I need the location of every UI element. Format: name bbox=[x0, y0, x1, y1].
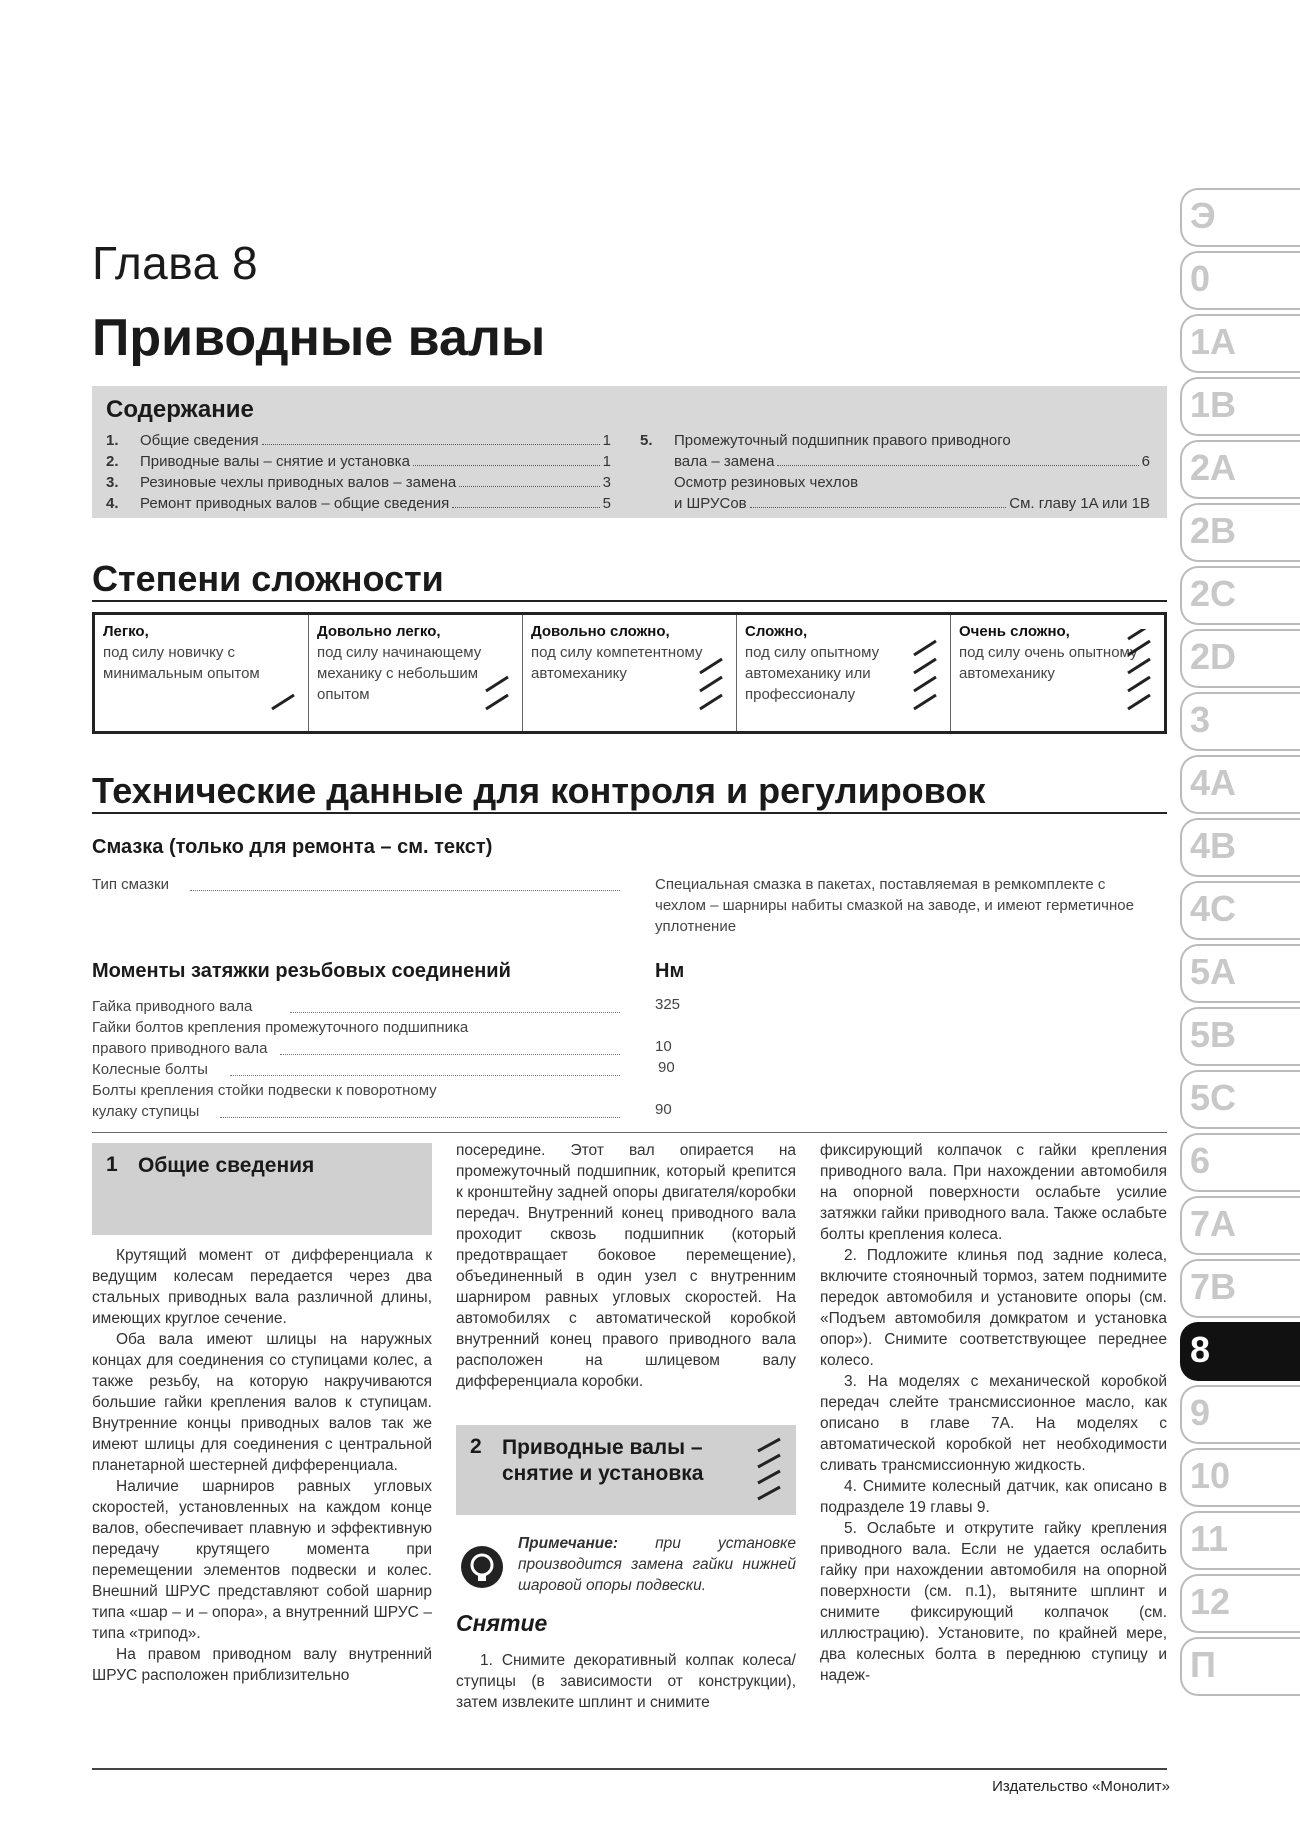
leader-dots bbox=[230, 1075, 620, 1076]
lightbulb-icon bbox=[460, 1545, 504, 1589]
paragraph: Крутящий момент от дифференциала к ведущим колесам передается через два стальных приводных вала различной длины, имеющих круглое сечение. bbox=[92, 1247, 432, 1327]
leader-dots bbox=[290, 1012, 620, 1013]
paragraph: На правом приводном валу внутренний ШРУС расположен приблизительно bbox=[92, 1646, 432, 1684]
paragraph: фиксирующий колпачок с гайки крепления приводного вала. При нахождении автомобиля на опорной поверхности ослабьте усилие затяжки гайки приводного вала. Также ослабьте болты крепления колеса. bbox=[820, 1142, 1167, 1243]
difficulty-level: Очень сложно, под силу очень опытному автомеханику bbox=[951, 615, 1164, 731]
tab-chapter[interactable]: Э bbox=[1180, 188, 1300, 247]
difficulty-level: Легко, под силу новичку с минимальным опытом bbox=[95, 615, 309, 731]
column-3-text bbox=[820, 1140, 1167, 1686]
tab-chapter[interactable]: 12 bbox=[1180, 1574, 1300, 1633]
contents-heading: Содержание bbox=[106, 396, 254, 423]
paragraph: 1. Снимите декоративный колпак колеса/ступицы (в зависимости от конструкции), затем извлеките шплинт и снимите bbox=[456, 1652, 796, 1711]
paragraph: 5. Ослабьте и открутите гайку крепления приводного вала. Если не удается ослабить гайку при нахождении автомобиля на опорной поверхности (см. п.1), вытяните шплинт и снимите фиксирующий колпачок (см. иллюстрацию). Установите, по крайней мере, два колесных болта в переднюю ступицу и надеж- bbox=[820, 1520, 1167, 1684]
toc-item[interactable]: 4. Ремонт приводных валов – общие сведения 5 bbox=[106, 495, 611, 512]
difficulty-level: Сложно, под силу опытному автомеханику или профессионалу bbox=[737, 615, 951, 731]
wrench-icon bbox=[696, 629, 726, 719]
torque-label: Колесные болты bbox=[92, 1061, 208, 1078]
page-title: Приводные валы bbox=[92, 309, 546, 367]
difficulty-level: Довольно легко, под силу начинающему механику с небольшим опытом bbox=[309, 615, 523, 731]
torque-value: 325 bbox=[655, 996, 681, 1013]
difficulty-level: Довольно сложно, под силу компетентному автомеханику bbox=[523, 615, 737, 731]
torque-heading: Моменты затяжки резьбовых соединений bbox=[92, 960, 511, 982]
tab-chapter[interactable]: 6 bbox=[1180, 1133, 1300, 1192]
contents-box bbox=[92, 386, 1167, 518]
tab-chapter[interactable]: 5B bbox=[1180, 1007, 1300, 1066]
tab-chapter[interactable]: П bbox=[1180, 1637, 1300, 1696]
removal-heading: Снятие bbox=[456, 1610, 548, 1636]
wrench-icon bbox=[754, 1435, 784, 1507]
lube-heading: Смазка (только для ремонта – см. текст) bbox=[92, 836, 493, 858]
spec-label: Тип смазки bbox=[92, 876, 169, 893]
paragraph: 3. На моделях с механической коробкой передач слейте трансмиссионное масло, как описано в главе 7A. На моделях с автоматической коробкой нет необходимости сливать трансмиссионную жидкость. bbox=[820, 1373, 1167, 1474]
torque-label-continued: кулаку ступицы bbox=[92, 1103, 200, 1120]
toc-item[interactable]: Осмотр резиновых чехлов bbox=[674, 474, 859, 491]
tab-chapter[interactable]: 1A bbox=[1180, 314, 1300, 373]
divider bbox=[92, 1132, 1167, 1133]
paragraph: Оба вала имеют шлицы на наружных концах для соединения со ступицами колес, а также резьбу, на которую накручиваются большие гайки крепления валов к ступицам. Внутренние концы приводных валов так же имеют шлицы для соединения с центральной планетарной шестерней дифференциала. bbox=[92, 1331, 432, 1474]
tab-chapter[interactable]: 5C bbox=[1180, 1070, 1300, 1129]
tab-chapter[interactable]: 3 bbox=[1180, 692, 1300, 751]
toc-item[interactable]: 5. Промежуточный подшипник правого приводного bbox=[640, 432, 1011, 449]
chapter-label: Глава 8 bbox=[92, 237, 259, 289]
torque-label-continued: правого приводного вала bbox=[92, 1040, 268, 1057]
wrench-icon bbox=[268, 629, 298, 719]
tab-chapter[interactable]: 9 bbox=[1180, 1385, 1300, 1444]
torque-label: Гайка приводного вала bbox=[92, 998, 253, 1015]
torque-label: Болты крепления стойки подвески к поворотному bbox=[92, 1082, 437, 1099]
tab-chapter[interactable]: 2C bbox=[1180, 566, 1300, 625]
publisher: Издательство «Монолит» bbox=[992, 1778, 1170, 1795]
torque-unit: Нм bbox=[655, 960, 685, 982]
torque-value: 90 bbox=[658, 1059, 675, 1076]
toc-item-continued[interactable]: и ШРУСов См. главу 1A или 1B bbox=[674, 495, 1150, 512]
column-1-text bbox=[92, 1245, 432, 1686]
paragraph: Наличие шарниров равных угловых скоростей, установленных на каждом конце валов, обеспечивает плавную и эффективную передачу крутящего момента при перемещении элементов подвески и колес. Внешний ШРУС представляют собой шарнир типа «шар – и – опора», а внутренний ШРУС – типа «трипод». bbox=[92, 1478, 432, 1642]
leader-dots bbox=[190, 890, 620, 891]
paragraph: 2. Подложите клинья под задние колеса, включите стояночный тормоз, затем поднимите передок автомобиля и установите опоры (см. «Подъем автомобиля домкратом и установка опор»). Снимите соответствующее переднее колесо. bbox=[820, 1247, 1167, 1369]
difficulty-heading: Степени сложности bbox=[92, 558, 444, 599]
tab-chapter[interactable]: 5A bbox=[1180, 944, 1300, 1003]
divider bbox=[92, 812, 1167, 814]
torque-label: Гайки болтов крепления промежуточного подшипника bbox=[92, 1019, 469, 1036]
tab-chapter[interactable]: 2A bbox=[1180, 440, 1300, 499]
contents-right-column bbox=[640, 430, 1150, 514]
section-1-header: 1 Общие сведения bbox=[92, 1143, 432, 1235]
removal-step bbox=[456, 1650, 796, 1713]
tab-chapter[interactable]: 4C bbox=[1180, 881, 1300, 940]
note bbox=[518, 1533, 796, 1596]
tab-chapter[interactable]: 4B bbox=[1180, 818, 1300, 877]
specs-heading: Технические данные для контроля и регулировок bbox=[92, 770, 986, 811]
tab-chapter[interactable]: 0 bbox=[1180, 251, 1300, 310]
paragraph: 4. Снимите колесный датчик, как описано в подразделе 19 главы 9. bbox=[820, 1478, 1167, 1516]
footer-divider bbox=[92, 1768, 1167, 1770]
lube-value: Специальная смазка в пакетах, поставляемая в ремкомплекте с чехлом – шарниры набиты смазкой на заводе, и имеют герметичное уплотнение bbox=[655, 876, 1134, 935]
tab-chapter[interactable]: 7B bbox=[1180, 1259, 1300, 1318]
tab-chapter[interactable]: 4A bbox=[1180, 755, 1300, 814]
toc-item[interactable]: 2. Приводные валы – снятие и установка 1 bbox=[106, 453, 611, 470]
toc-item-continued[interactable]: вала – замена 6 bbox=[674, 453, 1150, 470]
divider bbox=[92, 600, 1167, 602]
tab-chapter[interactable]: 2B bbox=[1180, 503, 1300, 562]
torque-value: 10 bbox=[655, 1038, 672, 1055]
toc-item[interactable]: 3. Резиновые чехлы приводных валов – замена 3 bbox=[106, 474, 611, 491]
leader-dots bbox=[280, 1054, 620, 1055]
contents-left-column bbox=[106, 430, 611, 514]
toc-item[interactable]: 1. Общие сведения 1 bbox=[106, 432, 611, 449]
note-text: при установке производится замена гайки нижней шаровой опоры подвески. bbox=[518, 1535, 796, 1594]
torque-value: 90 bbox=[655, 1101, 672, 1118]
tab-chapter-active[interactable]: 8 bbox=[1180, 1322, 1300, 1381]
section-2-header: 2 Приводные валы – снятие и установка bbox=[456, 1425, 796, 1515]
wrench-icon bbox=[482, 629, 512, 719]
leader-dots bbox=[220, 1117, 620, 1118]
tab-chapter[interactable]: 10 bbox=[1180, 1448, 1300, 1507]
difficulty-table bbox=[92, 612, 1167, 734]
paragraph: посередине. Этот вал опирается на промежуточный подшипник, который крепится к кронштейну задней опоры двигателя/коробки передач. Внутренний конец приводного вала проходит сквозь подшипник (который предотвращает боковое перемещение), объединенный в один узел с внутренним шарниром равных угловых скоростей. На автомобилях с автоматической коробкой внутренний конец правого приводного вала расположен на шлицевом валу дифференциала коробки. bbox=[456, 1142, 796, 1390]
tab-chapter[interactable]: 1B bbox=[1180, 377, 1300, 436]
note-label: Примечание: bbox=[518, 1535, 619, 1552]
tab-chapter[interactable]: 2D bbox=[1180, 629, 1300, 688]
column-2-text bbox=[456, 1140, 796, 1392]
tab-chapter[interactable]: 7A bbox=[1180, 1196, 1300, 1255]
tab-chapter[interactable]: 11 bbox=[1180, 1511, 1300, 1570]
wrench-icon bbox=[1124, 629, 1154, 719]
wrench-icon bbox=[910, 629, 940, 719]
